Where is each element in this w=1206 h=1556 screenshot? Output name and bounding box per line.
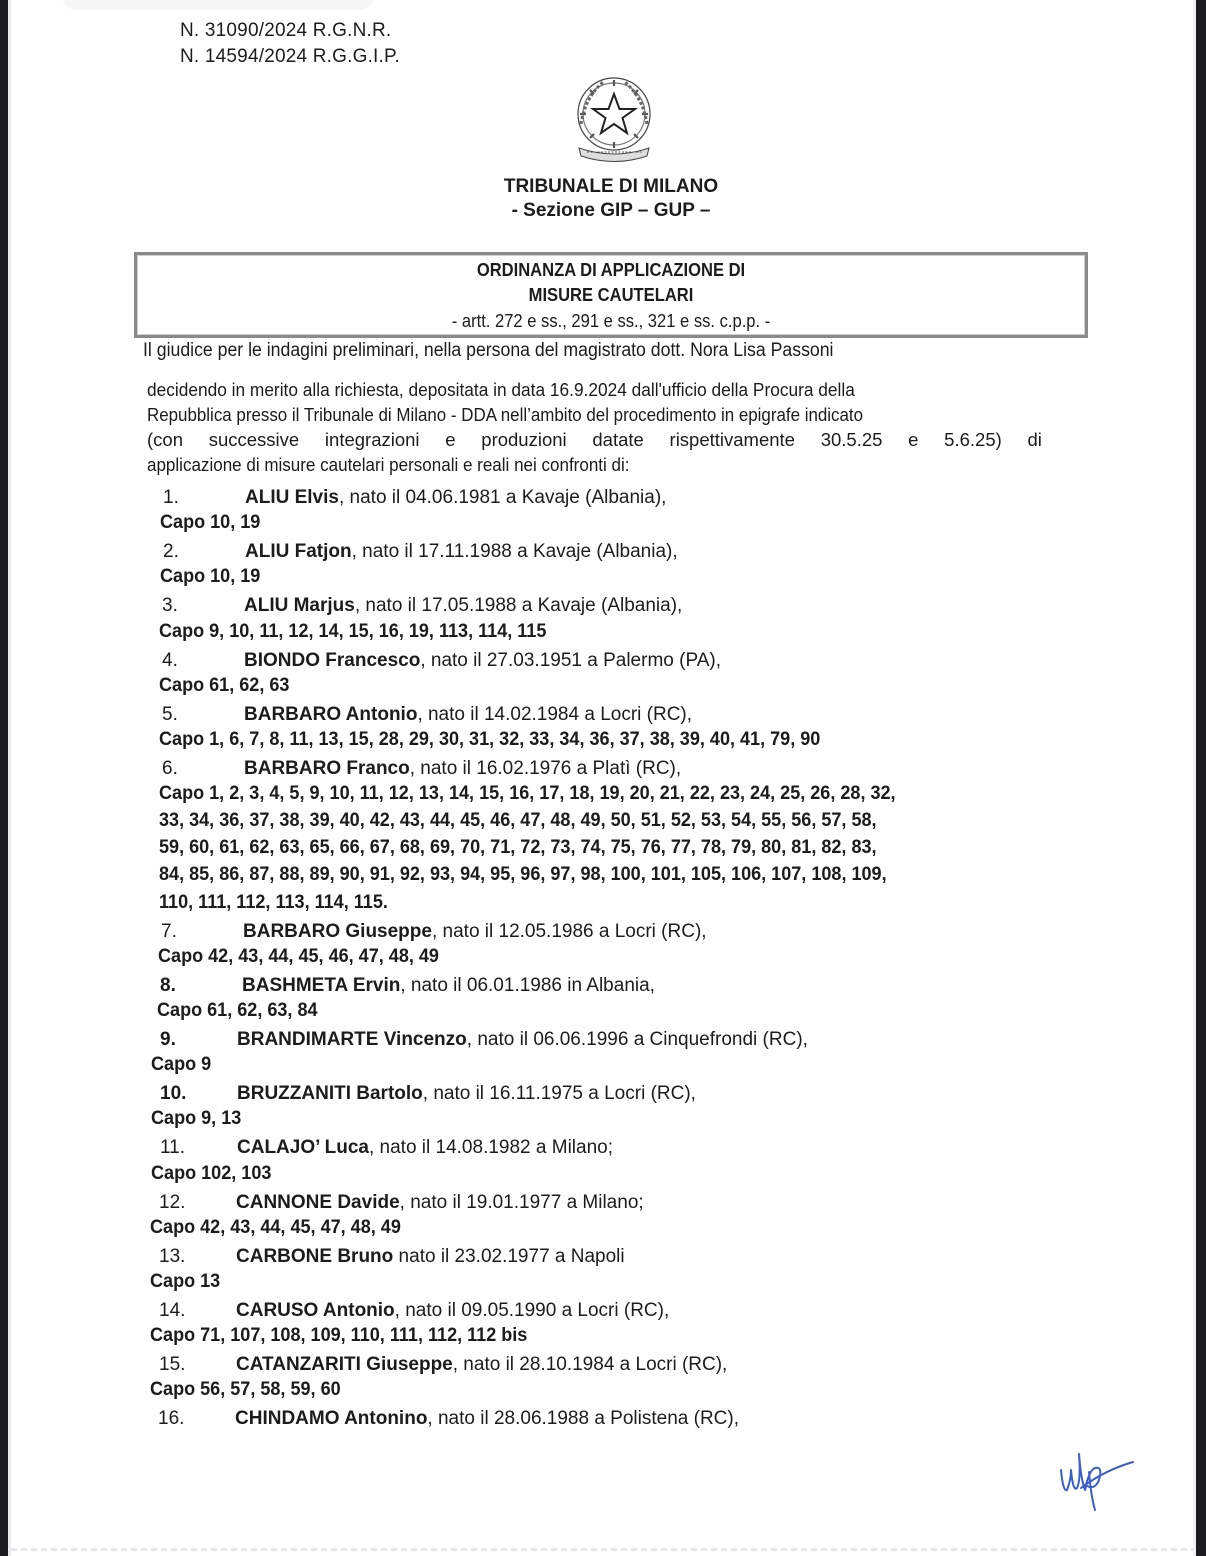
- charges-line: Capo 71, 107, 108, 109, 110, 111, 112, 112 bis: [150, 1325, 528, 1347]
- star-icon: [593, 94, 635, 133]
- defendant-name: BASHMETA Ervin: [242, 974, 401, 996]
- defendant-name: CATANZARITI Giuseppe: [236, 1354, 453, 1376]
- defendant-birth-details: , nato il 12.05.1986 a Locri (RC),: [431, 920, 707, 942]
- charges-line: 110, 111, 112, 113, 114, 115.: [159, 891, 388, 913]
- defendant-birth-details: , nato il 09.05.1990 a Locri (RC),: [394, 1300, 670, 1321]
- defendant-entry: [162, 758, 681, 780]
- italian-republic-emblem-icon: [563, 68, 665, 170]
- intro-word: di: [1027, 429, 1042, 450]
- defendant-birth-details: , nato il 16.11.1975 a Locri (RC),: [422, 1083, 696, 1105]
- charges-line: Capo 102, 103: [151, 1162, 272, 1184]
- charges-line: Capo 61, 62, 63, 84: [157, 999, 318, 1021]
- defendant-name: BARBARO Franco: [244, 758, 410, 779]
- charges-line: Capo 42, 43, 44, 45, 47, 48, 49: [150, 1216, 401, 1238]
- defendant-birth-details: , nato il 19.01.1977 a Milano;: [399, 1191, 644, 1213]
- defendant-birth-details: , nato il 16.02.1976 a Platì (RC),: [409, 758, 682, 779]
- charges-line: Capo 13: [150, 1270, 221, 1292]
- title-line-1: ORDINANZA DI APPLICAZIONE DI: [476, 260, 746, 280]
- defendant-number: 7.: [161, 920, 177, 942]
- charges-line: Capo 42, 43, 44, 45, 46, 47, 48, 49: [158, 945, 439, 967]
- defendant-entry: [162, 595, 682, 617]
- title-articles: - artt. 272 e ss., 291 e ss., 321 e ss. c.p.p. -: [451, 311, 771, 331]
- defendant-entry: [160, 1083, 696, 1105]
- intro-line-4: applicazione di misure cautelari personali e reali nei confronti di:: [147, 454, 630, 475]
- intro-word: produzioni: [481, 429, 567, 450]
- charges-line: Capo 1, 6, 7, 8, 11, 13, 15, 28, 29, 30, 31, 32, 33, 34, 36, 37, 38, 39, 40, 41, 79, 90: [159, 728, 821, 750]
- page-bottom-edge: [11, 1548, 1193, 1551]
- intro-word: rispettivamente: [669, 429, 795, 450]
- case-number-rgnr: N. 31090/2024 R.G.N.R.: [180, 20, 392, 41]
- charges-line: 33, 34, 36, 37, 38, 39, 40, 42, 43, 44, 45, 46, 47, 48, 49, 50, 51, 52, 53, 54, 55, 56, 57, 58,: [159, 810, 877, 832]
- defendant-name: CANNONE Davide: [236, 1191, 400, 1213]
- page-shadow-right: [1193, 0, 1196, 1556]
- defendant-birth-details: , nato il 14.08.1982 a Milano;: [368, 1137, 613, 1159]
- defendant-number: 14.: [159, 1300, 186, 1321]
- defendant-birth-details: , nato il 06.01.1986 in Albania,: [400, 974, 655, 996]
- defendant-birth-details: , nato il 06.06.1996 a Cinquefrondi (RC),: [466, 1029, 808, 1050]
- defendant-name: CALAJO’ Luca: [237, 1137, 369, 1159]
- defendant-number: 3.: [162, 595, 178, 617]
- viewer-frame-left: [0, 0, 8, 1556]
- charges-line: Capo 10, 19: [160, 512, 261, 534]
- defendant-entry: [159, 1300, 669, 1322]
- defendant-birth-details: nato il 23.02.1977 a Napoli: [393, 1245, 625, 1267]
- charges-line: Capo 61, 62, 63: [159, 674, 290, 696]
- defendant-number: 2.: [163, 541, 179, 563]
- defendant-number: 5.: [162, 703, 178, 725]
- defendant-number: 4.: [162, 649, 178, 671]
- intro-word: (con: [147, 429, 183, 450]
- intro-word: integrazioni: [324, 429, 420, 450]
- intro-word: 30.5.25: [820, 429, 883, 450]
- intro-line-2: Repubblica presso il Tribunale di Milano - DDA nell’ambito del procedimento in epigrafe indicato: [147, 404, 864, 425]
- defendant-name: ALIU Elvis: [245, 487, 339, 508]
- defendant-entry: [160, 975, 655, 997]
- handwritten-signature-icon: [1055, 1440, 1145, 1520]
- defendant-number: 15.: [159, 1354, 186, 1376]
- defendant-number: 1.: [163, 487, 179, 508]
- defendant-name: ALIU Fatjon: [245, 541, 352, 563]
- defendant-birth-details: , nato il 27.03.1951 a Palermo (PA),: [420, 649, 721, 671]
- defendant-birth-details: , nato il 17.05.1988 a Kavaje (Albania),: [354, 595, 683, 617]
- title-line-2: MISURE CAUTELARI: [528, 285, 694, 305]
- defendant-number: 6.: [162, 758, 178, 779]
- defendant-entry: [163, 487, 666, 509]
- defendant-number: 13.: [159, 1245, 186, 1267]
- defendant-name: CHINDAMO Antonino: [235, 1408, 428, 1430]
- defendant-entry: [158, 1408, 739, 1430]
- defendant-entry: [162, 650, 721, 672]
- charges-line: Capo 1, 2, 3, 4, 5, 9, 10, 11, 12, 13, 14, 15, 16, 17, 18, 19, 20, 21, 22, 23, 24, 25, 26, 28, 32,: [159, 783, 896, 805]
- defendant-entry: [163, 541, 678, 563]
- charges-line: Capo 56, 57, 58, 59, 60: [150, 1379, 341, 1401]
- defendant-birth-details: , nato il 28.06.1988 a Polistena (RC),: [427, 1408, 739, 1430]
- court-section: - Sezione GIP – GUP –: [511, 200, 711, 221]
- defendant-number: 9.: [160, 1029, 176, 1050]
- defendant-name: CARBONE Bruno: [236, 1245, 394, 1267]
- intro-line-1: decidendo in merito alla richiesta, depositata in data 16.9.2024 dall'ufficio della Procura della: [147, 379, 855, 400]
- intro-word: e: [445, 429, 456, 450]
- viewer-top-bar: [62, 0, 374, 10]
- defendant-entry: [159, 1192, 644, 1214]
- intro-word: e: [908, 429, 919, 450]
- defendant-number: 11.: [160, 1137, 186, 1159]
- intro-paragraph: [147, 377, 1042, 477]
- defendant-birth-details: , nato il 17.11.1988 a Kavaje (Albania),: [351, 541, 678, 563]
- title-box: [134, 252, 1088, 338]
- intro-word: successive: [208, 429, 300, 450]
- defendant-entry: [160, 1029, 808, 1051]
- defendant-name: CARUSO Antonio: [236, 1300, 395, 1321]
- defendant-entry: [162, 704, 692, 726]
- defendant-birth-details: , nato il 04.06.1981 a Kavaje (Albania),: [338, 487, 667, 508]
- charges-line: Capo 9, 10, 11, 12, 14, 15, 16, 19, 113, 114, 115: [159, 620, 547, 642]
- charges-line: Capo 10, 19: [160, 566, 261, 588]
- defendant-name: ALIU Marjus: [244, 595, 355, 617]
- judge-line: Il giudice per le indagini preliminari, nella persona del magistrato dott. Nora Lisa Passoni: [143, 340, 834, 361]
- intro-word: datate: [592, 429, 644, 450]
- defendant-name: BRANDIMARTE Vincenzo: [237, 1029, 467, 1050]
- defendant-number: 8.: [160, 974, 176, 996]
- defendant-number: 12.: [159, 1191, 186, 1213]
- intro-word: 5.6.25): [944, 429, 1002, 450]
- court-name: TRIBUNALE DI MILANO: [503, 176, 719, 197]
- charges-line: 84, 85, 86, 87, 88, 89, 90, 91, 92, 93, 94, 95, 96, 97, 98, 100, 101, 105, 106, 107, 108, 109,: [159, 864, 887, 886]
- defendant-birth-details: , nato il 14.02.1984 a Locri (RC),: [417, 703, 693, 725]
- defendant-entry: [159, 1246, 625, 1268]
- defendant-name: BARBARO Giuseppe: [243, 920, 432, 942]
- defendant-entry: [161, 921, 707, 943]
- defendant-name: BIONDO Francesco: [244, 649, 421, 671]
- defendant-number: 10.: [160, 1083, 187, 1105]
- defendant-number: 16.: [158, 1408, 185, 1430]
- intro-line-3: [147, 427, 1042, 452]
- defendant-name: BRUZZANITI Bartolo: [237, 1083, 423, 1105]
- defendant-birth-details: , nato il 28.10.1984 a Locri (RC),: [452, 1354, 728, 1376]
- defendant-entry: [160, 1137, 613, 1159]
- defendant-entry: [159, 1354, 727, 1376]
- page-shadow-left: [8, 0, 11, 1556]
- defendant-name: BARBARO Antonio: [244, 703, 418, 725]
- case-number-rggip: N. 14594/2024 R.G.G.I.P.: [180, 46, 400, 67]
- charges-line: Capo 9: [151, 1054, 212, 1076]
- viewer-frame-right: [1196, 0, 1206, 1556]
- charges-line: Capo 9, 13: [151, 1108, 242, 1130]
- charges-line: 59, 60, 61, 62, 63, 65, 66, 67, 68, 69, 70, 71, 72, 73, 74, 75, 76, 77, 78, 79, 80, 81, 82, 83,: [159, 837, 877, 859]
